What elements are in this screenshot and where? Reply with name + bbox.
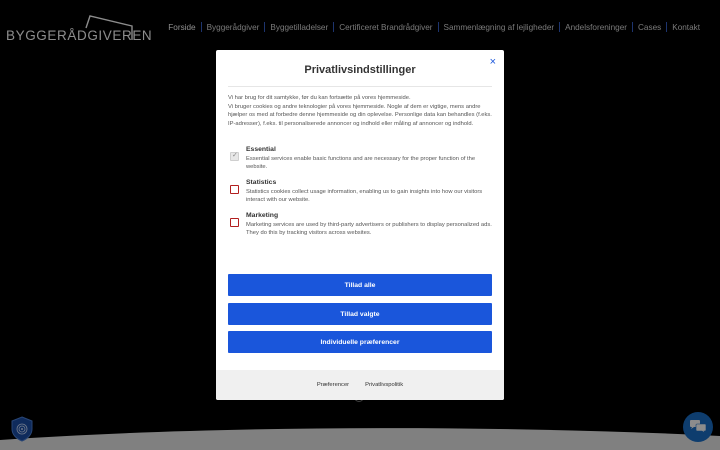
divider [228,86,492,87]
group-description: Marketing services are used by third-party advertisers or publishers to display personalized ads. They do this by tracking visitors across websites. [246,222,492,236]
nav-item-andelsforeninger[interactable]: Andelsforeninger [565,22,628,32]
intro-text: Vi har brug for dit samtykke, før du kan fortsætte på vores hjemmeside. Vi bruger cookies og andre teknologier på vores hjemmeside. Nogle af dem er vigtige, mens andre hjælper os med at forbedre denne hjemmeside og din oplevelse. Personlige data kan behandles (f.eks. IP-adresser), f.eks. til personaliserede annoncer og indhold eller måling af annoncer og indhold. [228,95,492,127]
preferences-link[interactable]: Præferencer [316,382,350,388]
nav-item-cases[interactable]: Cases [638,22,662,32]
nav-item-forside[interactable]: Forside [168,22,196,32]
close-icon[interactable]: × [489,56,496,68]
nav-item-kontakt[interactable]: Kontakt [672,22,700,32]
check-icon: ✓ [232,152,238,159]
group-title[interactable]: Marketing [246,212,279,219]
dialog-footer [216,370,504,400]
nav-item-byggetilladelser[interactable]: Byggetilladelser [270,22,329,32]
statistics-checkbox[interactable] [230,185,239,194]
group-description: Statistics cookies collect usage information, enabling us to gain insights into how our visitors interact with our website. [246,189,483,203]
accept-selected-button[interactable]: Tillad valgte [228,303,492,325]
individual-preferences-button[interactable]: Individuelle præferencer [228,331,492,353]
nav-item-brandradgiver[interactable]: Certificeret Brandrådgiver [339,22,433,32]
logo-text: BYGGERÅDGIVEREN [6,28,153,43]
marketing-checkbox[interactable] [230,218,239,227]
accept-all-button[interactable]: Tillad alle [228,274,492,296]
privacy-settings-dialog [216,50,504,400]
nav-item-sammenlaegning[interactable]: Sammenlægning af lejligheder [443,22,555,32]
nav-item-byggeradgiver[interactable]: Byggerådgiver [206,22,260,32]
privacy-policy-link[interactable]: Privatlivspolitik [365,382,404,388]
group-description: Essential services enable basic functions and are necessary for the proper function of the website. [246,156,476,170]
group-title[interactable]: Statistics [246,179,277,186]
essential-checkbox [230,152,239,161]
group-title: Essential [246,146,276,153]
dialog-title: Privatlivsindstillinger [304,64,416,76]
